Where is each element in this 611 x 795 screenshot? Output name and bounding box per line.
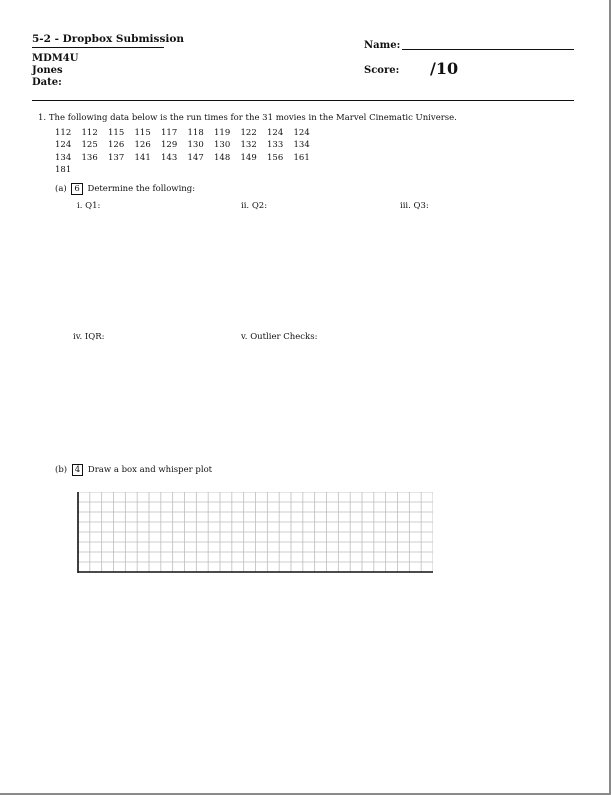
data-value: 143 bbox=[161, 152, 178, 163]
iqr-label: iv. IQR: bbox=[73, 332, 105, 342]
teacher-name: Jones bbox=[32, 65, 63, 76]
q3-label: iii. Q3: bbox=[400, 201, 429, 211]
worksheet-title: 5-2 - Dropbox Submission bbox=[32, 33, 184, 45]
part-b-instruction: Draw a box and whisper plot bbox=[87, 465, 213, 475]
question-prompt: The following data below is the run times for the 31 movies in the Marvel Cinematic Universe. bbox=[48, 113, 457, 123]
data-value: 124 bbox=[55, 140, 72, 151]
data-value: 130 bbox=[214, 140, 231, 151]
data-value: 124 bbox=[267, 128, 284, 139]
data-value: 148 bbox=[214, 152, 231, 163]
part-b-heading bbox=[55, 464, 212, 476]
data-value: 141 bbox=[134, 152, 151, 163]
score-label: Score: bbox=[364, 65, 400, 76]
name-label: Name: bbox=[364, 40, 401, 51]
data-value: 134 bbox=[293, 140, 310, 151]
data-value: 115 bbox=[134, 128, 151, 139]
runtime-data-table bbox=[55, 127, 320, 176]
question-number: 1. bbox=[38, 113, 47, 123]
data-value: 115 bbox=[108, 128, 125, 139]
part-a-marks-box: 6 bbox=[71, 183, 82, 195]
data-value: 156 bbox=[267, 152, 284, 163]
data-value: 181 bbox=[55, 165, 72, 176]
data-row bbox=[55, 139, 320, 151]
data-value: 129 bbox=[161, 140, 178, 151]
data-value: 133 bbox=[267, 140, 284, 151]
data-value: 126 bbox=[108, 140, 125, 151]
data-value: 122 bbox=[240, 128, 257, 139]
data-value: 118 bbox=[187, 128, 204, 139]
data-row bbox=[55, 164, 320, 176]
data-value: 161 bbox=[293, 152, 310, 163]
score-total: /10 bbox=[430, 59, 459, 78]
data-value: 125 bbox=[81, 140, 98, 151]
course-code: MDM4U bbox=[32, 53, 79, 64]
outlier-checks-label: v. Outlier Checks: bbox=[241, 332, 318, 342]
data-value: 124 bbox=[293, 128, 310, 139]
data-value: 117 bbox=[161, 128, 178, 139]
data-value: 112 bbox=[81, 128, 98, 139]
data-value: 136 bbox=[81, 152, 98, 163]
graph-paper[interactable] bbox=[74, 492, 433, 574]
data-value: 147 bbox=[187, 152, 204, 163]
part-b-label: (b) bbox=[55, 465, 68, 475]
data-value: 149 bbox=[240, 152, 257, 163]
part-a-label: (a) bbox=[55, 184, 67, 194]
question-1-text bbox=[38, 113, 457, 123]
name-field-line[interactable] bbox=[402, 49, 574, 50]
part-b-marks-box: 4 bbox=[72, 464, 83, 476]
data-value: 130 bbox=[187, 140, 204, 151]
data-value: 126 bbox=[134, 140, 151, 151]
data-row bbox=[55, 152, 320, 164]
data-value: 137 bbox=[108, 152, 125, 163]
data-row bbox=[55, 127, 320, 139]
q1-label: i. Q1: bbox=[77, 201, 101, 211]
data-value: 132 bbox=[240, 140, 257, 151]
data-value: 119 bbox=[214, 128, 231, 139]
part-a-instruction: Determine the following: bbox=[87, 184, 196, 194]
data-value: 134 bbox=[55, 152, 72, 163]
part-a-heading bbox=[55, 183, 195, 195]
data-value: 112 bbox=[55, 128, 72, 139]
box-plot-grid[interactable] bbox=[74, 492, 433, 574]
title-underline bbox=[32, 47, 164, 48]
q2-label: ii. Q2: bbox=[241, 201, 268, 211]
header-divider bbox=[32, 100, 574, 101]
date-label: Date: bbox=[32, 77, 62, 88]
